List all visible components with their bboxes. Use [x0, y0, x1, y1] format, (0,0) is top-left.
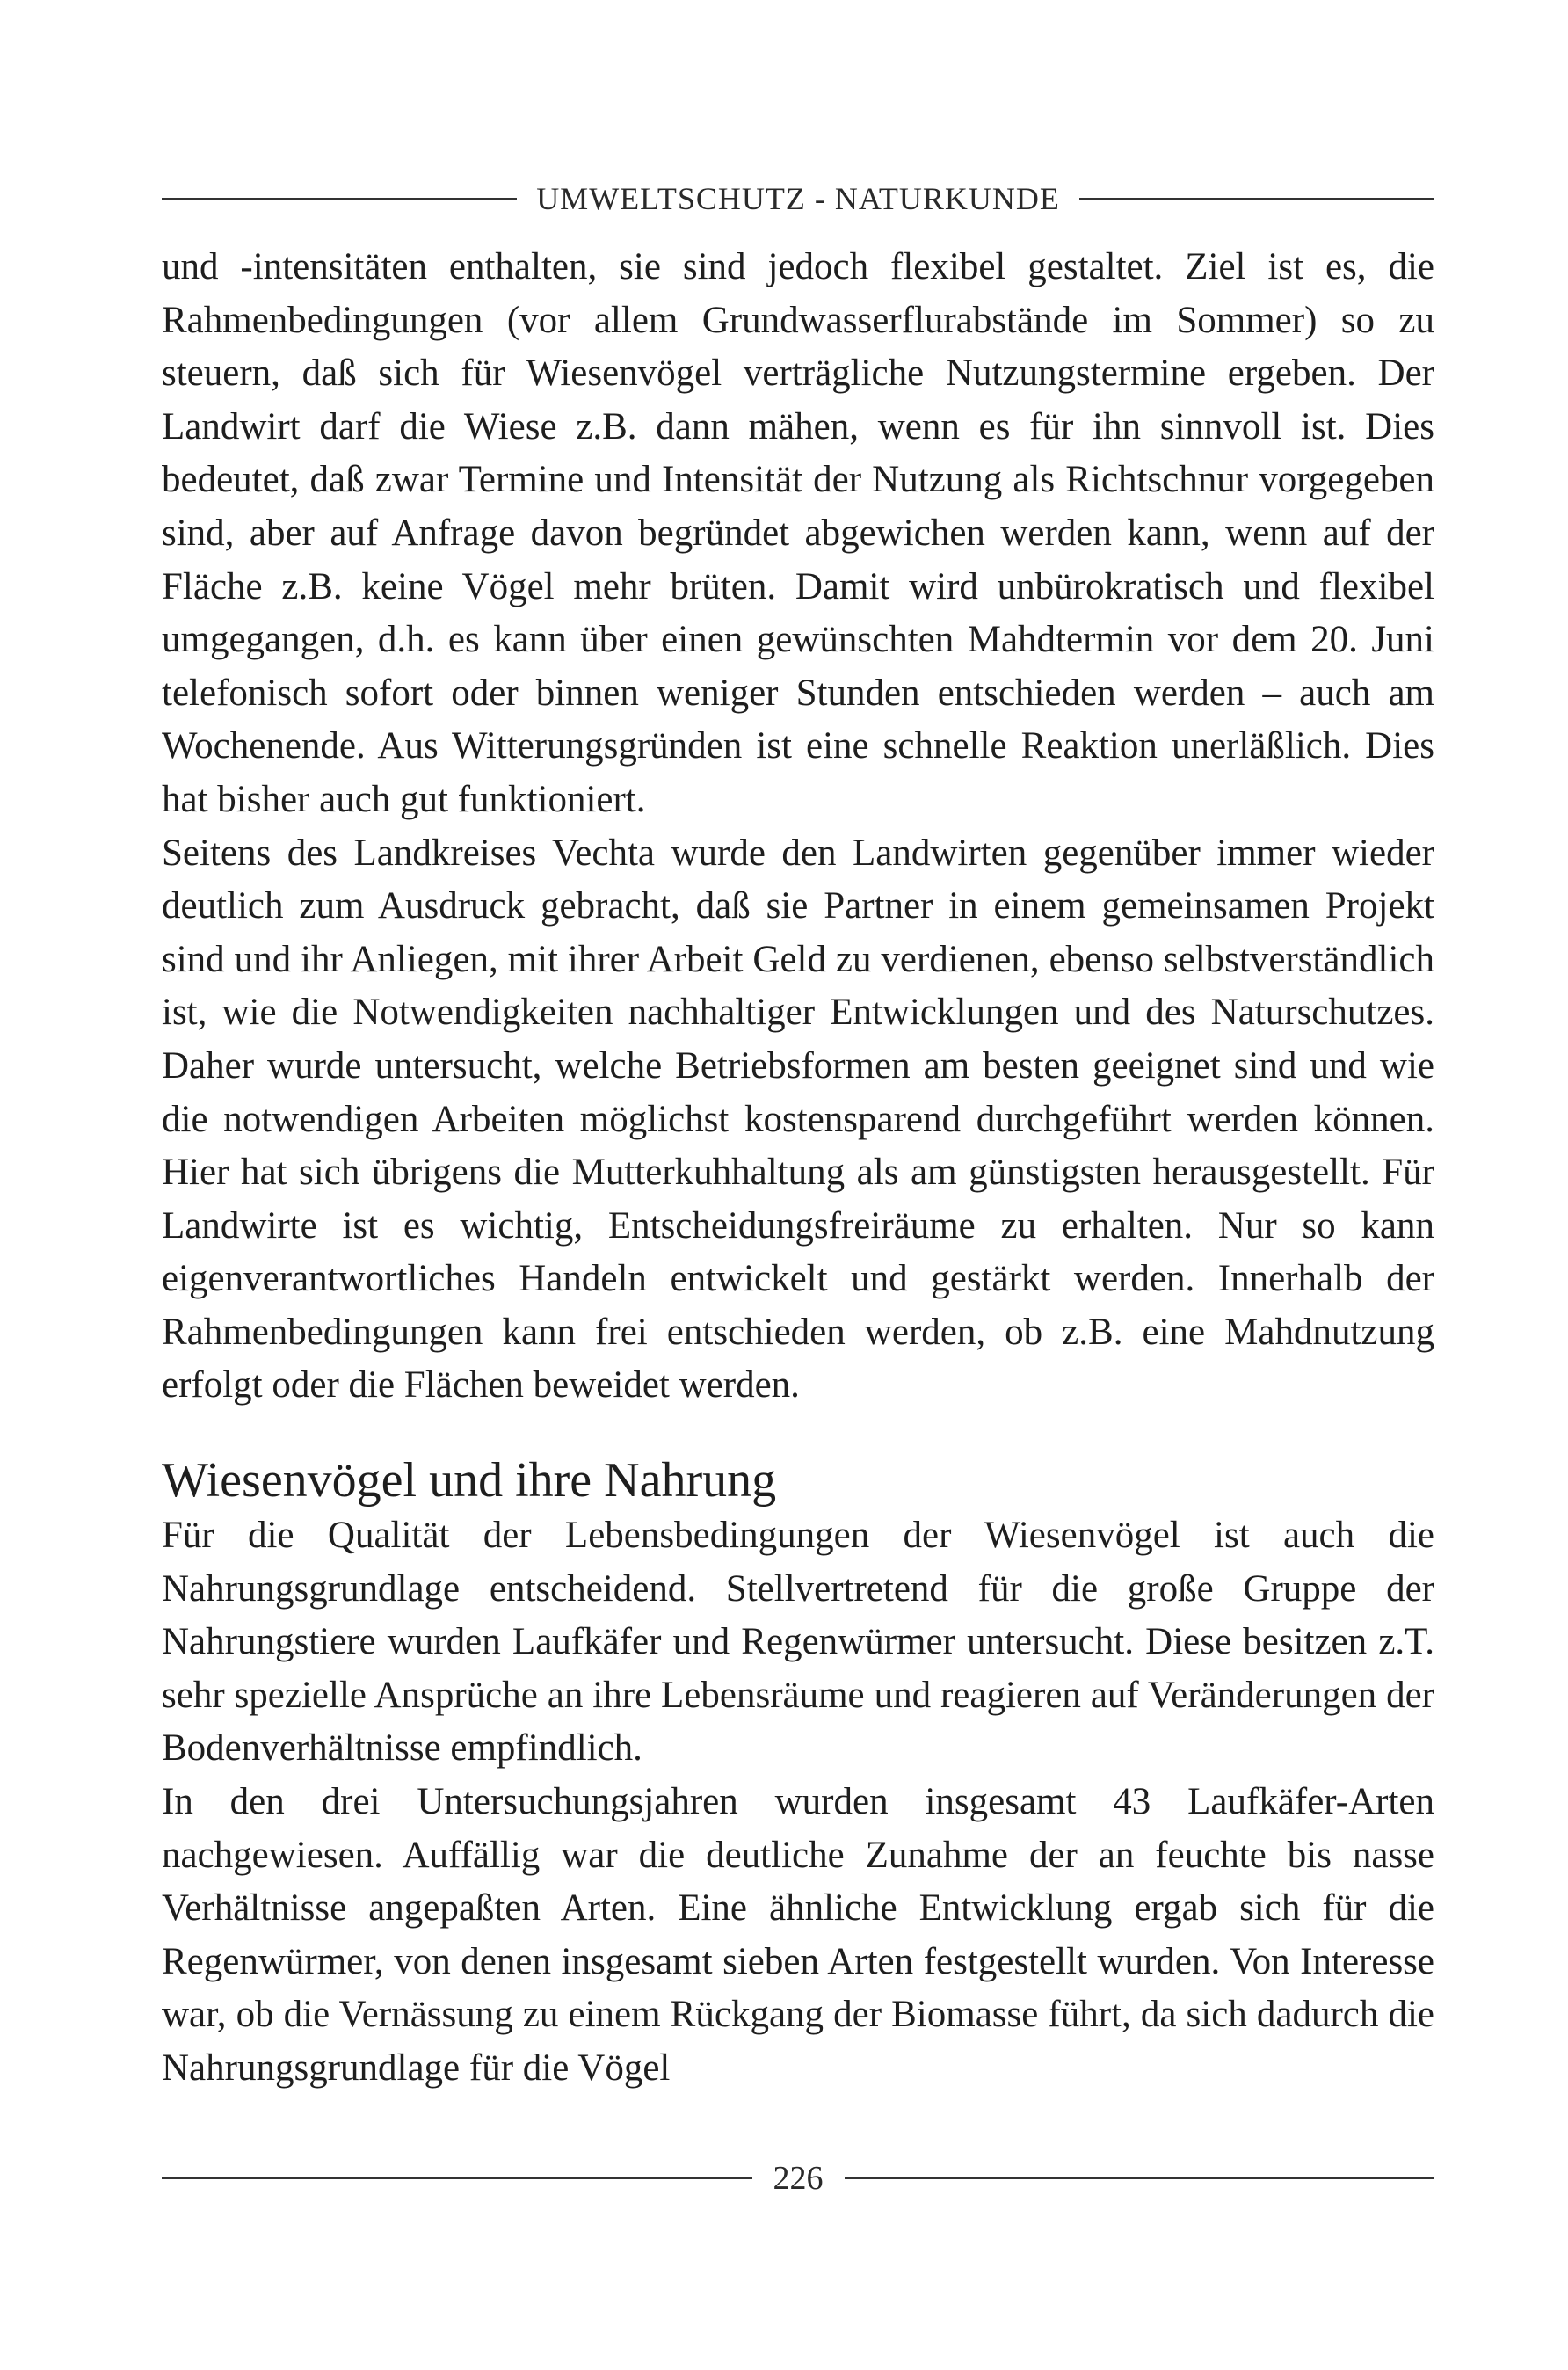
- page: [162, 172, 1434, 2096]
- header-rule-right: [1079, 198, 1434, 200]
- paragraph-3: Für die Qualität der Lebensbedingungen der Wiesenvögel ist auch die Nahrungsgrundlage entscheidend. Stellvertretend für die große Gruppe der Nahrungstiere wurden Laufkäfer und Regenwürmer untersucht. Diese besitzen z.T. sehr spezielle Ansprüche an ihre Lebensräume und reagieren auf Veränderungen der Bodenverhältnisse empfindlich.: [162, 1515, 1434, 1770]
- footer-rule-left: [162, 2177, 752, 2179]
- paragraph-4: In den drei Untersuchungsjahren wurden insgesamt 43 Laufkäfer-Arten nachgewiesen. Auffällig war die deutliche Zunahme der an feuchte bis nasse Verhältnisse angepaßten Arten. Eine ähnliche Entwicklung ergab sich für die Regenwürmer, von denen insgesamt sieben Arten festgestellt wurden. Von Interesse war, ob die Vernässung zu einem Rückgang der Biomasse führt, da sich dadurch die Nahrungsgrundlage für die Vögel: [162, 1781, 1434, 2089]
- running-title: UMWELTSCHUTZ - NATURKUNDE: [536, 181, 1060, 216]
- header-rule-left: [162, 198, 517, 200]
- running-header: [162, 172, 1434, 225]
- footer-rule-right: [845, 2177, 1435, 2179]
- page-footer: [162, 2152, 1434, 2205]
- body-text: [162, 241, 1434, 2096]
- paragraph-1: und -intensitäten enthalten, sie sind jedoch flexibel gestaltet. Ziel ist es, die Rahmenbedingungen (vor allem Grundwasserflurabstände im Sommer) so zu steuern, daß sich für Wiesenvögel verträgliche Nutzungstermine ergeben. Der Landwirt darf die Wiese z.B. dann mähen, wenn es für ihn sinnvoll ist. Dies bedeutet, daß zwar Termine und Intensität der Nutzung als Richtschnur vorgegeben sind, aber auf Anfrage davon begründet abgewichen werden kann, wenn auf der Fläche z.B. keine Vögel mehr brüten. Damit wird unbürokratisch und flexibel umgegangen, d.h. es kann über einen gewünschten Mahdtermin vor dem 20. Juni telefonisch sofort oder binnen weniger Stunden entschieden werden – auch am Wochenende. Aus Witterungsgründen ist eine schnelle Reaktion unerläßlich. Dies hat bisher auch gut funktioniert.: [162, 246, 1434, 820]
- page-number: 226: [773, 2160, 824, 2197]
- paragraph-2: Seitens des Landkreises Vechta wurde den Landwirten gegenüber immer wieder deutlich zum Ausdruck gebracht, daß sie Partner in einem gemeinsamen Projekt sind und ihr Anliegen, mit ihrer Arbeit Geld zu verdienen, ebenso selbstverständlich ist, wie die Notwendigkeiten nachhaltiger Entwicklungen und des Naturschutzes. Daher wurde untersucht, welche Betriebsformen am besten geeignet sind und wie die notwendigen Arbeiten möglichst kostensparend durchgeführt werden können. Hier hat sich übrigens die Mutterkuhhaltung als am günstigsten herausgestellt. Für Landwirte ist es wichtig, Entscheidungsfreiräume zu erhalten. Nur so kann eigenverantwortliches Handeln entwickelt und gestärkt werden. Innerhalb der Rahmenbedingungen kann frei entschieden werden, ob z.B. eine Mahdnutzung erfolgt oder die Flächen beweidet werden.: [162, 832, 1434, 1407]
- section-heading: Wiesenvögel und ihre Nahrung: [162, 1453, 777, 1509]
